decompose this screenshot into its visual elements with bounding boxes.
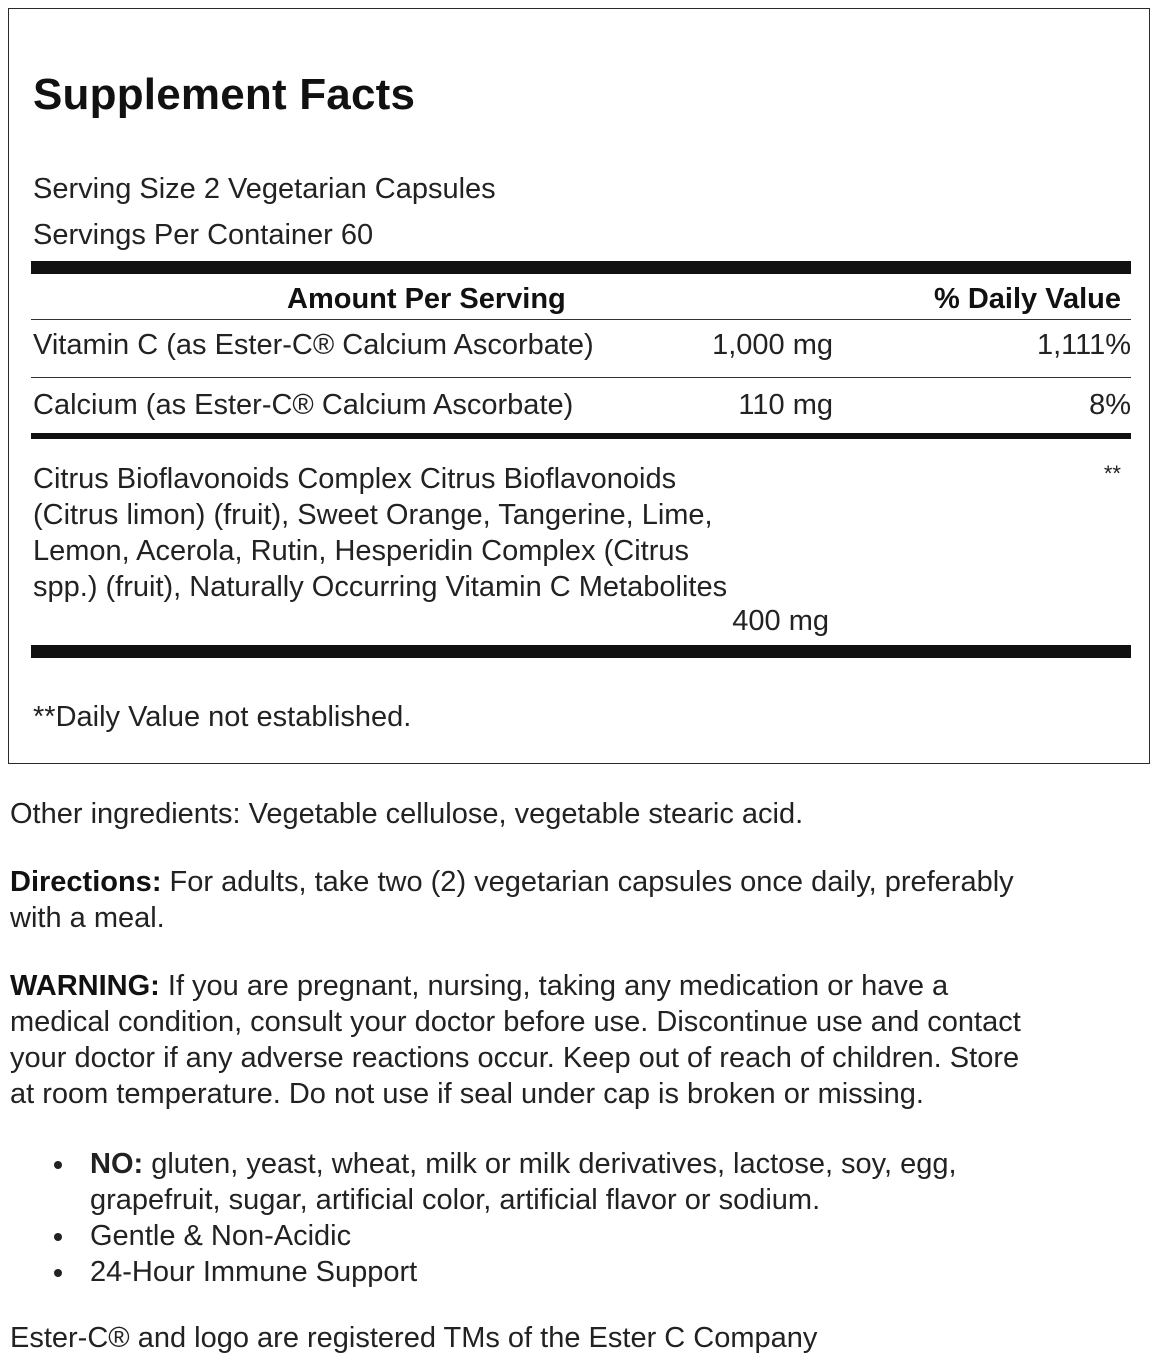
blend-line: Citrus Bioflavonoids Complex Citrus Bioflavonoids	[33, 463, 677, 495]
footnote: **Daily Value not established.	[33, 701, 412, 733]
list-item-text: gluten, yeast, wheat, milk or milk derivatives, lactose, soy, egg,	[143, 1148, 957, 1180]
warning-text: your doctor if any adverse reactions occur. Keep out of reach of children. Store	[10, 1042, 1020, 1074]
thick-divider-top	[31, 261, 1131, 274]
nutrient-name: Vitamin C (as Ester-C® Calcium Ascorbate)	[33, 329, 594, 361]
directions	[10, 864, 1146, 936]
directions-text: with a meal.	[10, 902, 165, 934]
bullet-icon	[54, 1233, 62, 1241]
warning-text: medical condition, consult your doctor before use. Discontinue use and contact	[10, 1006, 1021, 1038]
blend-amount: 400 mg	[732, 605, 829, 637]
blend-line: (Citrus limon) (fruit), Sweet Orange, Tangerine, Lime,	[33, 499, 713, 531]
panel-title: Supplement Facts	[33, 70, 416, 119]
nutrient-name: Calcium (as Ester-C® Calcium Ascorbate)	[33, 389, 574, 421]
other-ingredients: Other ingredients: Vegetable cellulose, vegetable stearic acid.	[10, 798, 804, 830]
list-item-text: 24-Hour Immune Support	[90, 1256, 418, 1288]
no-label: NO:	[90, 1148, 144, 1180]
warning-text: If you are pregnant, nursing, taking any medication or have a	[159, 970, 949, 1002]
warning-label: WARNING:	[10, 970, 160, 1002]
list-item	[50, 1254, 1140, 1290]
list-item	[50, 1218, 1140, 1254]
header-rule	[31, 319, 1131, 320]
list-item-text: grapefruit, sugar, artificial color, artificial flavor or sodium.	[90, 1184, 821, 1216]
blend-daily-value: **	[1103, 461, 1121, 486]
warning	[10, 968, 1146, 1112]
nutrient-amount: 1,000 mg	[712, 329, 833, 361]
table-header	[31, 283, 1131, 317]
servings-per-container: Servings Per Container 60	[33, 219, 374, 251]
table-row	[31, 329, 1131, 369]
header-amount-per-serving: Amount Per Serving	[287, 283, 566, 315]
supplement-facts-panel	[8, 8, 1150, 764]
row-rule	[31, 377, 1131, 378]
table-row	[31, 389, 1131, 429]
nutrient-daily-value: 1,111%	[1036, 329, 1131, 361]
warning-text: at room temperature. Do not use if seal under cap is broken or missing.	[10, 1078, 924, 1110]
directions-text: For adults, take two (2) vegetarian capsules once daily, preferably	[161, 866, 1014, 898]
bullet-icon	[54, 1269, 62, 1277]
blend-line: spp.) (fruit), Naturally Occurring Vitamin C Metabolites	[33, 571, 728, 603]
medium-divider	[31, 433, 1131, 439]
directions-label: Directions:	[10, 866, 162, 898]
trademark-notice: Ester-C® and logo are registered TMs of the Ester C Company	[10, 1322, 818, 1354]
nutrient-daily-value: 8%	[1089, 389, 1131, 421]
blend-line: Lemon, Acerola, Rutin, Hesperidin Complex (Citrus	[33, 535, 689, 567]
blend-ingredients	[33, 461, 813, 605]
feature-list	[50, 1146, 1140, 1290]
serving-size: Serving Size 2 Vegetarian Capsules	[33, 173, 496, 205]
list-item-text: Gentle & Non-Acidic	[90, 1220, 352, 1252]
thick-divider-bottom	[31, 645, 1131, 658]
bullet-icon	[54, 1161, 62, 1169]
nutrient-amount: 110 mg	[738, 389, 833, 421]
list-item	[50, 1146, 1140, 1218]
header-daily-value: % Daily Value	[934, 283, 1121, 315]
